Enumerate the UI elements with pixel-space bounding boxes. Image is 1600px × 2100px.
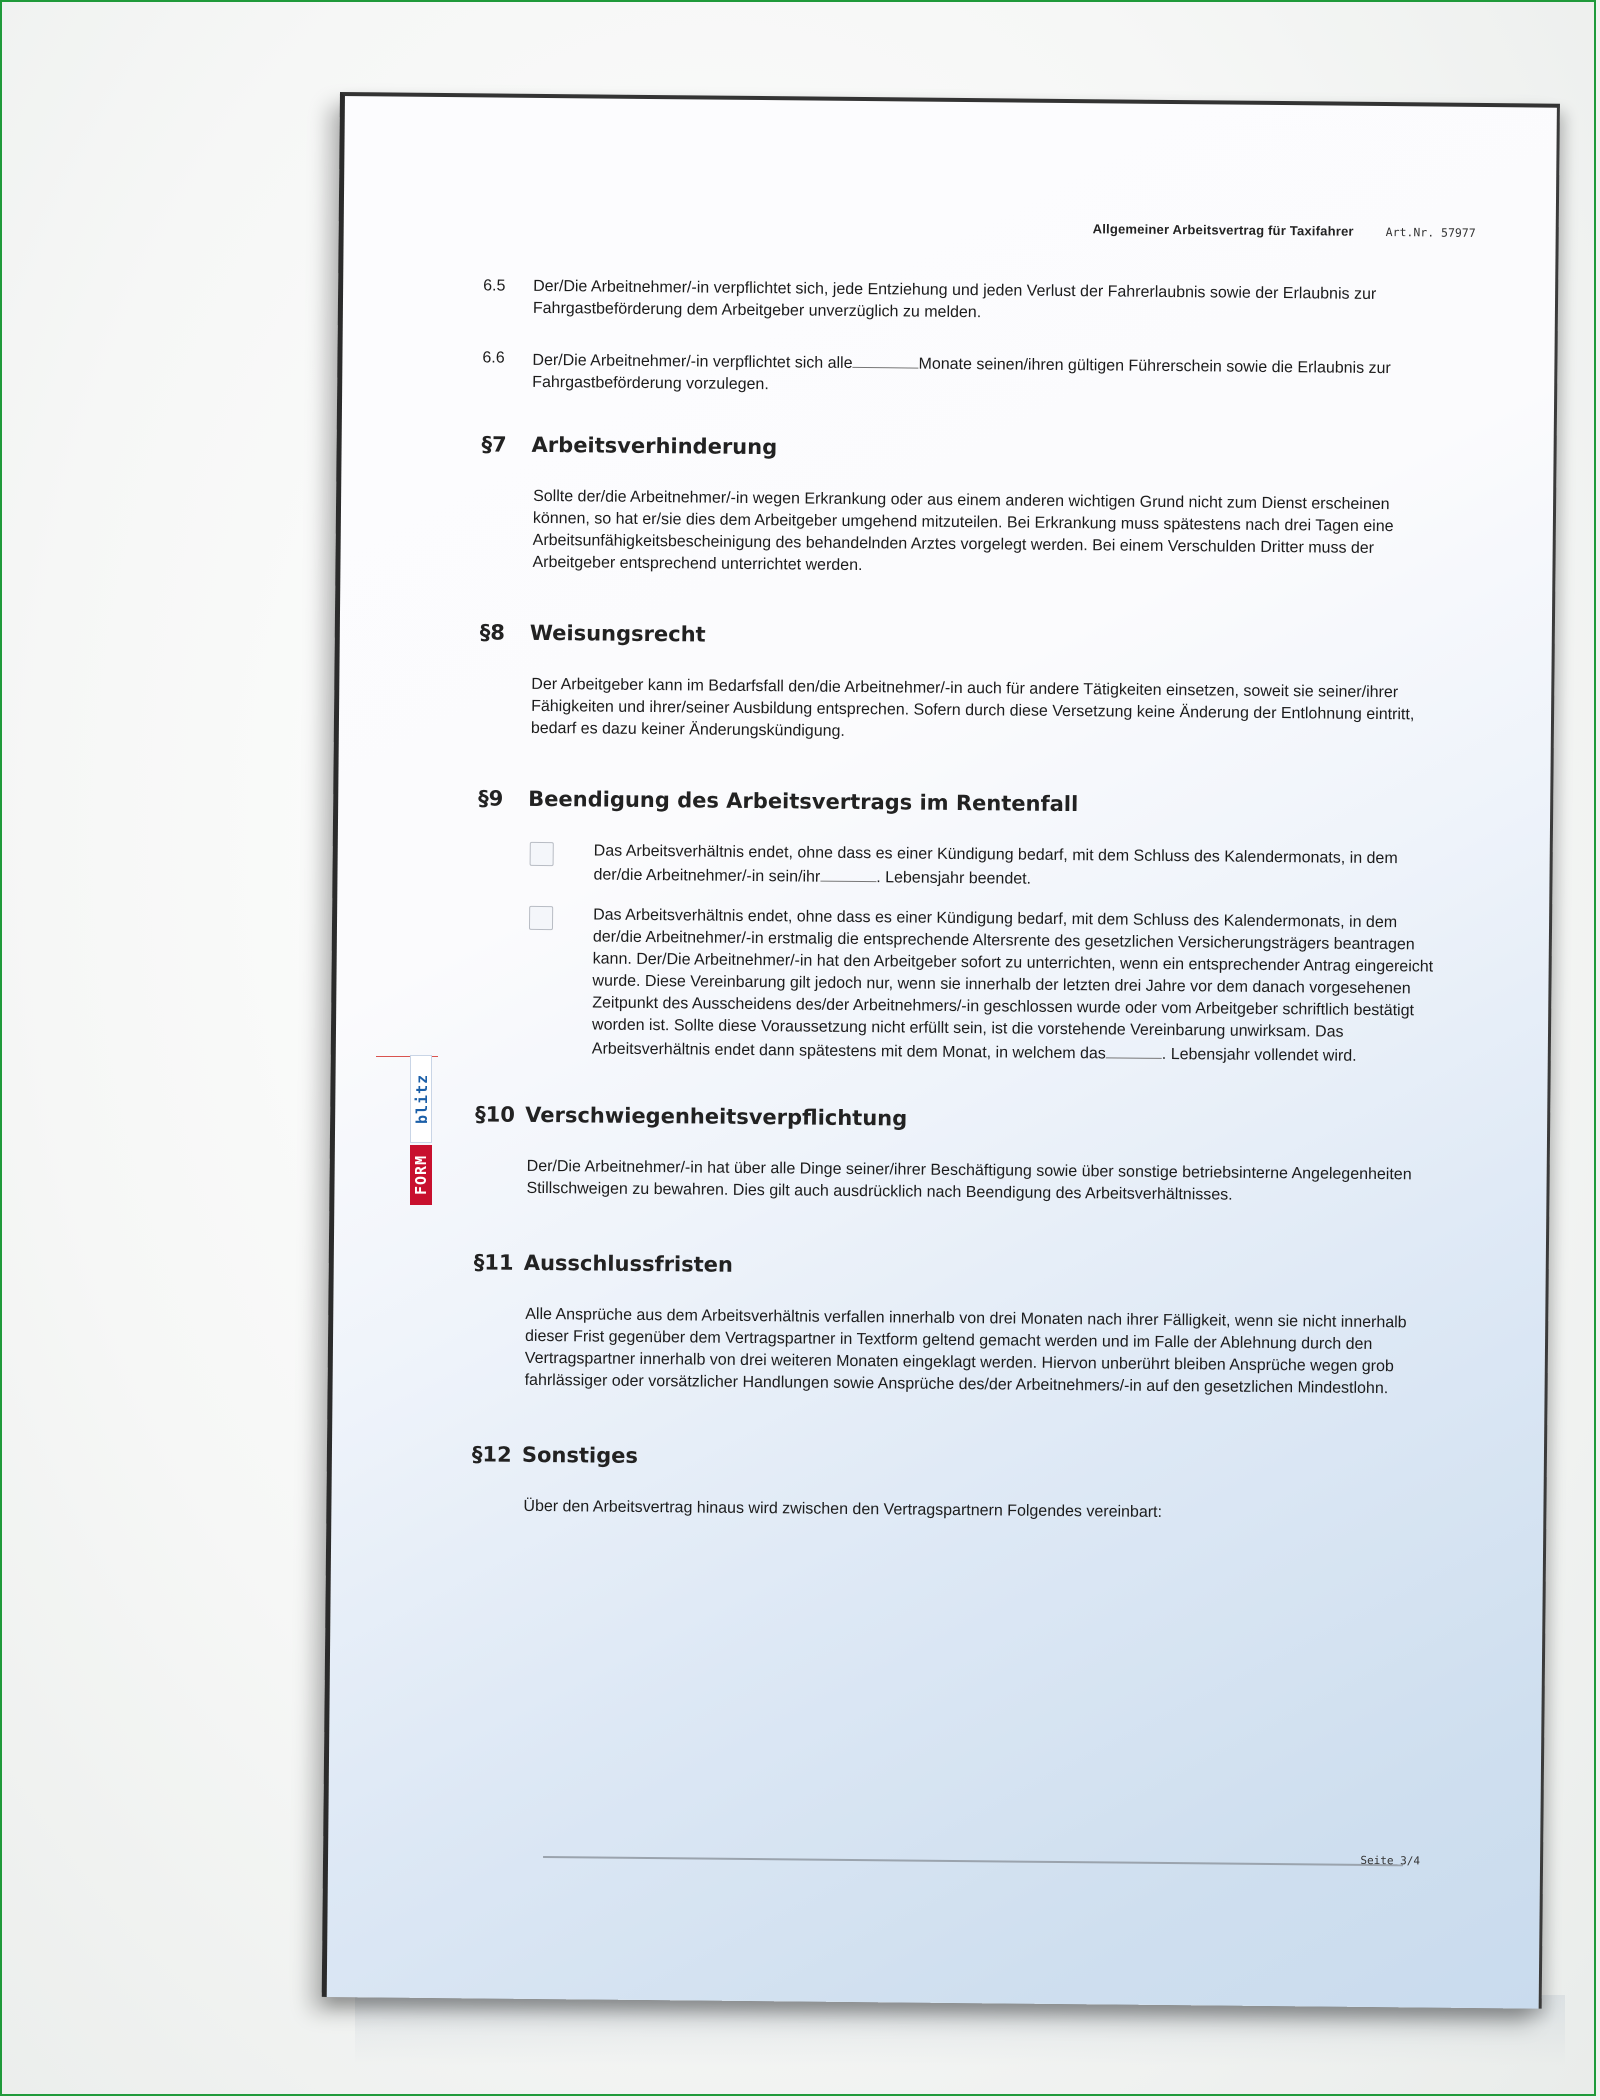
months-blank-field[interactable] [853,351,919,369]
section-title: Verschwiegenheitsverpflichtung [525,1102,908,1131]
section-12 [471,1439,1432,1526]
retirement-option-1 [529,840,1437,895]
clause-6-6-text-after: Monate seinen/ihren gültigen Führerschein sowie die Erlaubnis zur Fahrgastbeförderung vorzulegen. [532,355,1391,394]
section-8 [479,617,1440,748]
section-8-text: Der Arbeitgeber kann im Bedarfsfall den/die Arbeitnehmer/-in auch für andere Tätigkeiten einsetzen, soweit sie seiner/ihrer Fähigkeiten und ihrer/seiner Ausbildung entsprechen. Sofern durch diese Versetzung keine Änderung der Entlohnung eintritt, bedarf es dazu keiner Änderungskündigung. [530,675,1415,740]
clause-text [532,348,1442,403]
additional-agreement-line[interactable] [543,1856,1403,1866]
section-title: Weisungsrecht [529,620,706,647]
section-11 [473,1247,1434,1400]
age-blank-field[interactable] [820,865,876,883]
section-heading [481,429,1441,468]
section-number: §7 [481,432,507,457]
section-number: §12 [471,1442,512,1467]
option-2-text-after: . Lebensjahr vollendet wird. [1161,1045,1357,1065]
age-blank-field[interactable] [1106,1041,1162,1059]
option-1-checkbox[interactable] [530,842,554,866]
section-body [479,673,1440,748]
clause-number: 6.5 [483,277,506,295]
section-number: §11 [473,1250,514,1275]
section-10-text: Der/Die Arbeitnehmer/-in hat über alle Dinge seiner/ihrer Beschäftigung sowie über sonstige betriebsinterne Angelegenheiten Stillschweigen zu bewahren. Dies gilt auch ausdrücklich nach Beendigung des Arbeitsverhältnisses. [526,1157,1412,1204]
clause-6-5 [483,275,1443,328]
page-number: Seite 3/4 [1360,1853,1421,1868]
page-header [1093,221,1476,240]
section-body [471,1495,1431,1526]
logo-form-part: FORM [410,1145,432,1205]
clause-number: 6.6 [482,349,505,367]
section-heading [480,617,1440,656]
section-7 [480,429,1441,582]
section-7-text: Sollte der/die Arbeitnehmer/-in wegen Erkrankung oder aus einem anderen wichtigen Grund nicht zum Dienst erscheinen können, so hat er/sie dies dem Arbeitgeber umgehend mitzuteilen. Bei Erkrankung muss spätestens nach drei Tagen eine Arbeitsunfähigkeitsbescheinigung des behandelnden Arztes vorgelegt werden. Bei einem Verschulden Dritter muss der Arbeitgeber entsprechend unterrichtet werden. [532,487,1394,575]
section-heading [474,1247,1434,1286]
section-body [473,1303,1434,1400]
section-number: §8 [479,620,506,645]
option-2-checkbox[interactable] [529,906,553,930]
clause-text [533,276,1443,329]
section-body [476,839,1438,1068]
section-number: §9 [478,786,504,811]
header-article-number: Art.Nr. 57977 [1385,225,1476,240]
option-2-text [592,904,1437,1068]
logo-blitz-part: blitz [410,1055,432,1143]
clause-6-6 [482,347,1442,402]
option-1-text-after: . Lebensjahr beendet. [876,869,1032,888]
section-number: §10 [475,1102,516,1127]
document-page [322,92,1560,2009]
section-10 [474,1099,1435,1208]
section-body [480,485,1441,582]
section-title: Sonstiges [521,1442,639,1468]
section-title: Arbeitsverhinderung [531,432,778,460]
section-heading [475,1099,1435,1138]
section-heading [478,783,1438,822]
clause-6-5-text: Der/Die Arbeitnehmer/-in verpflichtet sich, jede Entziehung und jeden Verlust der Fahrerlaubnis sowie der Erlaubnis zur Fahrgastbeförderung dem Arbeitgeber unverzüglich zu melden. [532,277,1377,322]
document-page-wrapper [322,92,1560,2009]
formblitz-logo [410,1055,436,1205]
section-12-text: Über den Arbeitsvertrag hinaus wird zwischen den Vertragspartnern Folgendes vereinbart: [523,1497,1163,1521]
section-body [474,1155,1434,1208]
option-1-text [593,840,1437,894]
section-11-text: Alle Ansprüche aus dem Arbeitsverhältnis verfallen innerhalb von drei Monaten nach ihrer Fälligkeit, wenn sie nicht innerhalb dieser Frist gegenüber dem Vertragspartner in Textform geltend gemacht werden und im Falle der Ablehnung durch den Vertragspartner innerhalb von drei weiteren Monaten eingeklagt werden. Hiervon unberührt bleiben Ansprüche wegen grob fahrlässiger oder vorsätzlicher Handlungen sowie Ansprüche des/der Arbeitnehmers/-in auf den gesetzlichen Mindestlohn. [524,1305,1407,1398]
option-1-text-before: Das Arbeitsverhältnis endet, ohne dass es einer Kündigung bedarf, mit dem Schluss des Kalendermonats, in dem der/die Arbeitnehmer/-in sein/ihr [593,842,1398,886]
section-9 [476,783,1439,1068]
header-title: Allgemeiner Arbeitsvertrag für Taxifahrer [1092,221,1354,239]
section-title: Ausschlussfristen [523,1250,734,1277]
section-title: Beendigung des Arbeitsvertrags im Rentenfall [528,786,1079,817]
option-2-text-before: Das Arbeitsverhältnis endet, ohne dass es einer Kündigung bedarf, mit dem Schluss des Kalendermonats, in dem der/die Arbeitnehmer/-in erstmalig die entsprechende Altersrente des gesetzlichen Versicherungsträgers beantragen kann. Der/Die Arbeitnehmer/-in hat den Arbeitgeber sofort zu unterrichten, wenn ein entsprechender Antrag eingereicht wurde. Diese Vereinbarung gilt jedoch nur, wenn sie innerhalb der letzten drei Jahre vor dem danach vorgesehenen Zeitpunkt des Ausscheidens des/der Arbeitnehmers/-in geschlossen wurde oder vom Arbeitgeber schriftlich bestätigt worden ist. Sollte diese Voraussetzung nicht erfüllt sein, ist die vorstehende Vereinbarung unwirksam. Das Arbeitsverhältnis endet dann spätestens mit dem Monat, in welchem das [591,906,1434,1063]
document-content [471,275,1443,1526]
clause-6-6-text-before: Der/Die Arbeitnehmer/-in verpflichtet sich alle [532,351,853,372]
section-heading [472,1439,1432,1478]
retirement-option-2 [528,904,1437,1069]
